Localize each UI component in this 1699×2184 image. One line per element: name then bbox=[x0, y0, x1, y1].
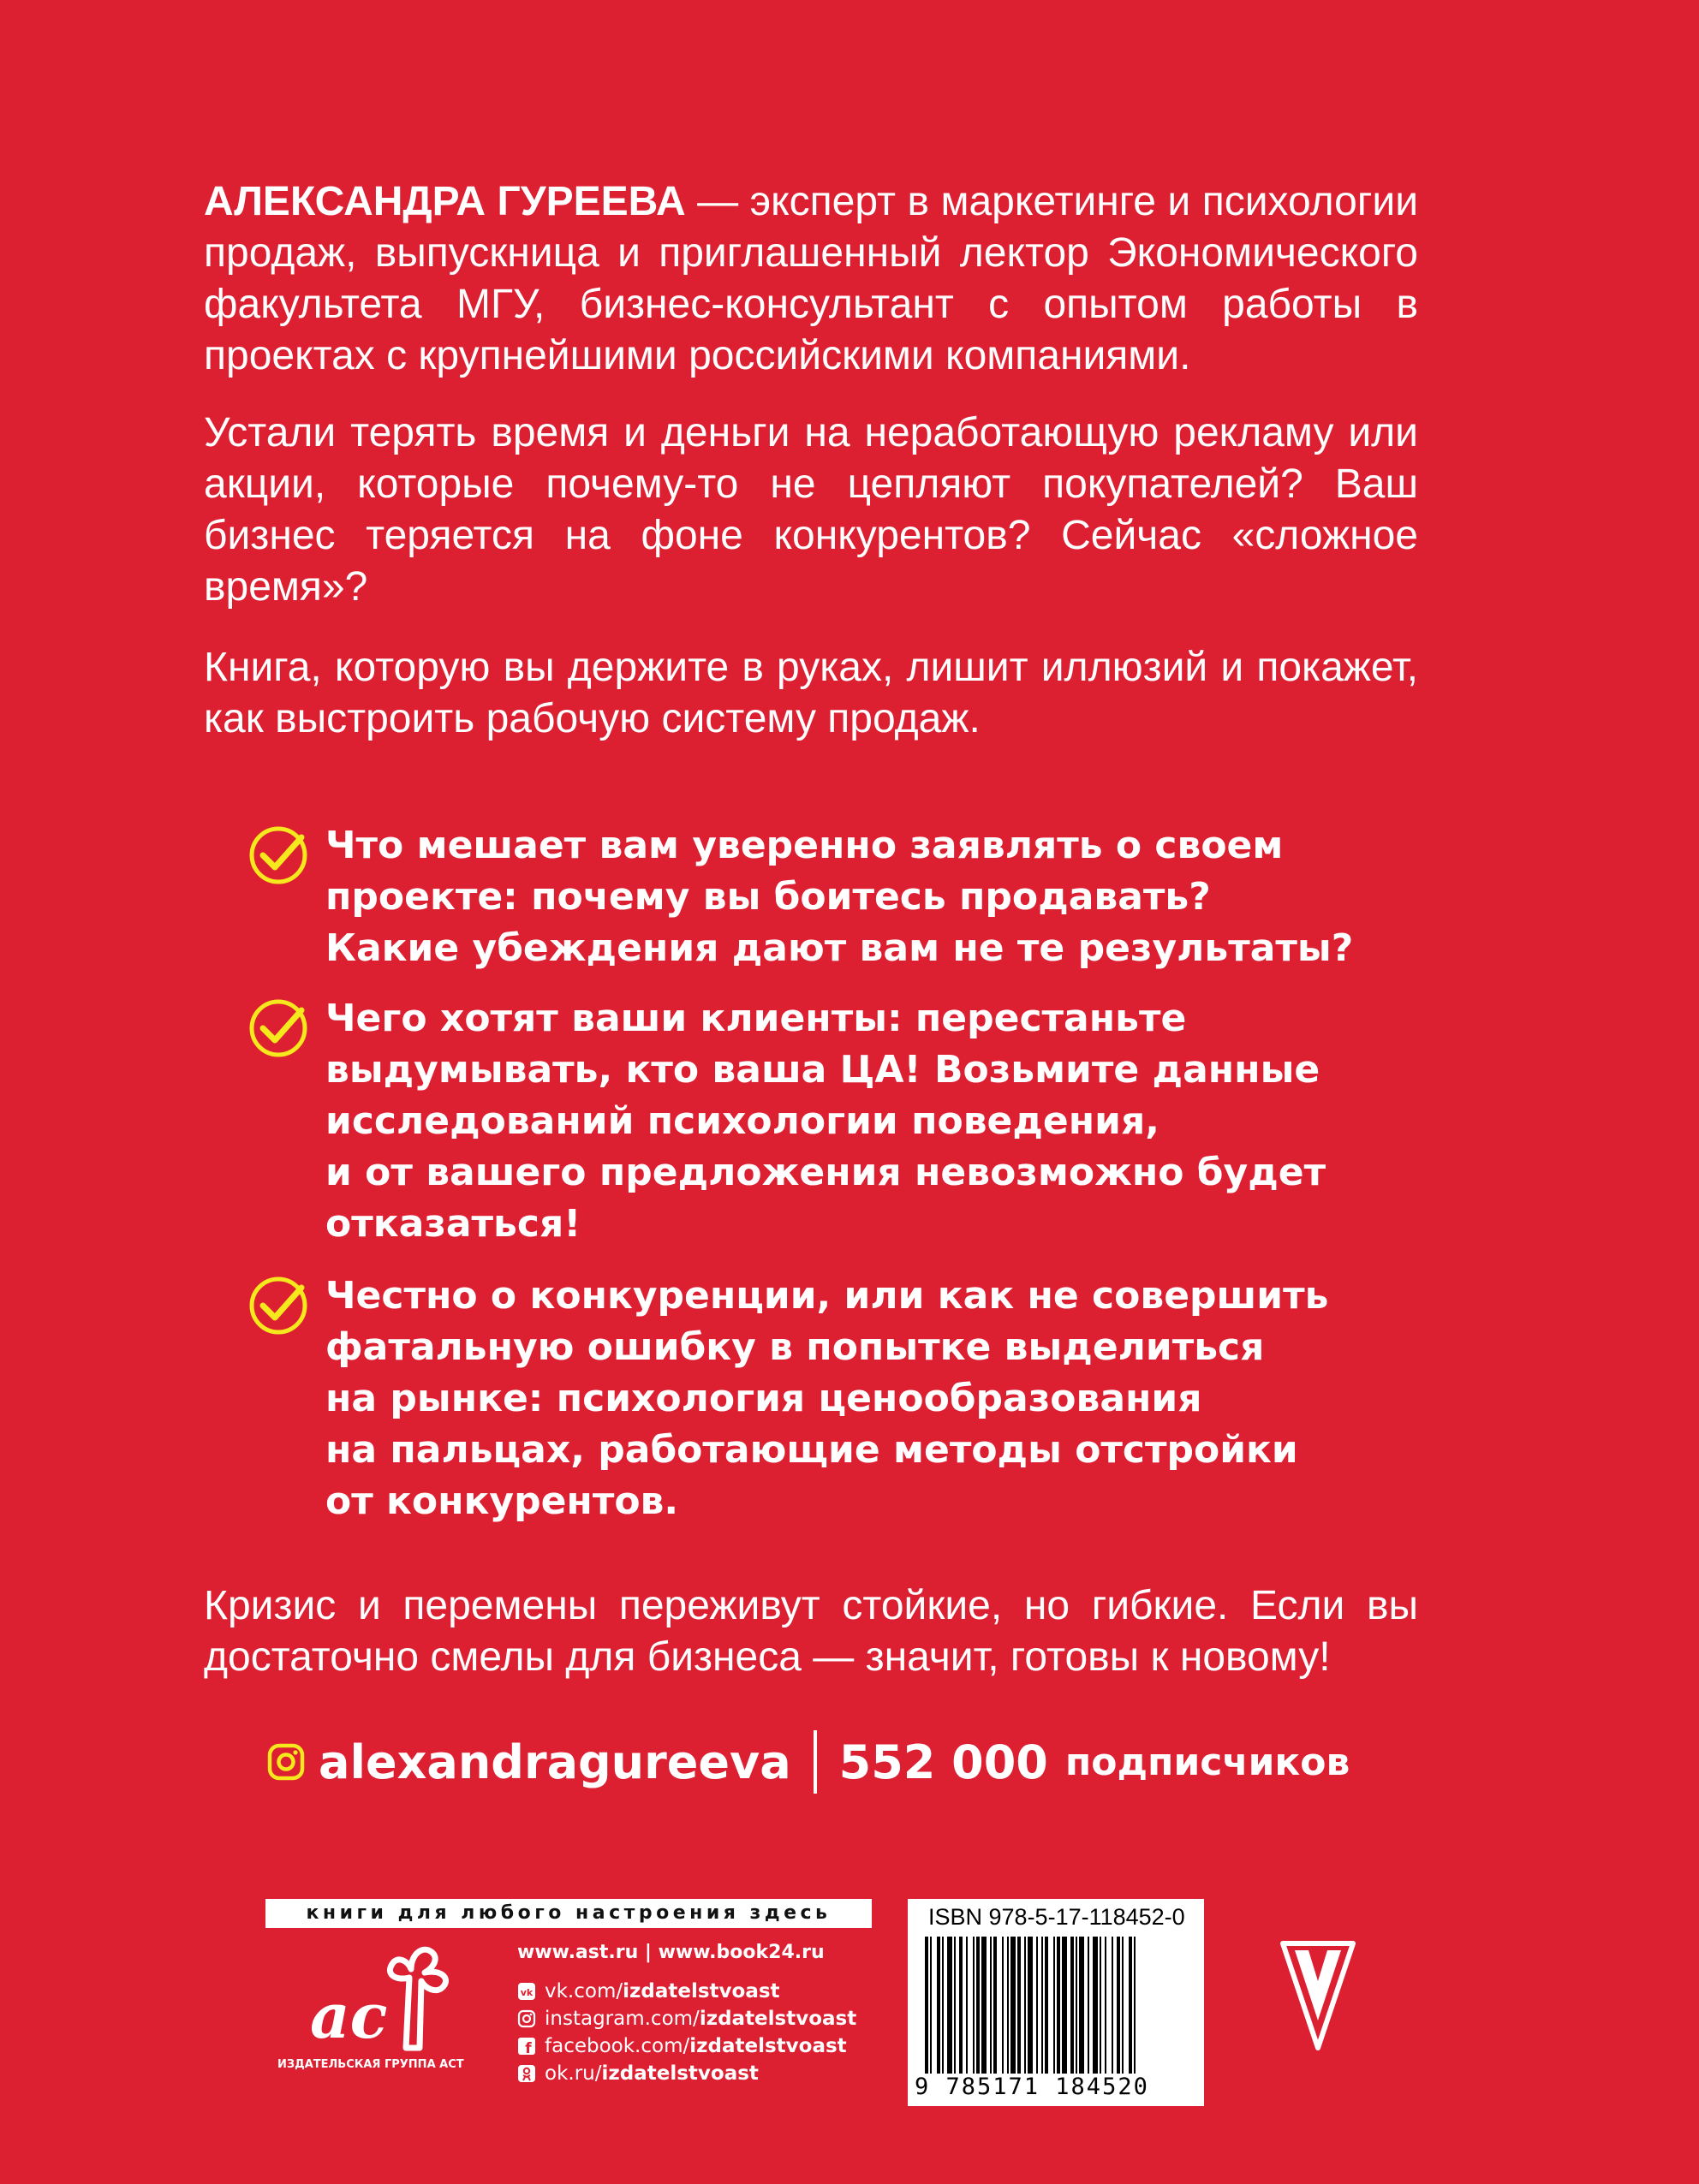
barcode-bar bbox=[947, 1937, 952, 2074]
bullet-item bbox=[248, 820, 1362, 974]
author-name: АЛЕКСАНДРА ГУРЕЕВА bbox=[204, 179, 686, 224]
publisher-social-links bbox=[517, 1978, 856, 2087]
instagram-icon bbox=[517, 2009, 536, 2028]
ok-icon bbox=[517, 2064, 536, 2083]
barcode-bar bbox=[1053, 1937, 1055, 2074]
closing-paragraph: Кризис и перемены переживут стойкие, но гибкие. Если вы достаточно смелы для бизнеса — значит, готовы к новому! bbox=[204, 1583, 1418, 1680]
barcode-bar bbox=[1112, 1937, 1113, 2074]
barcode-bar bbox=[1024, 1937, 1026, 2074]
barcode-bar bbox=[976, 1937, 980, 2074]
social-line bbox=[267, 1728, 1466, 1796]
barcode-bar bbox=[1002, 1937, 1004, 2074]
svg-text:f: f bbox=[525, 2040, 532, 2056]
isbn-text: ISBN 978-5-17-118452-0 bbox=[928, 1904, 1185, 1930]
barcode-bar bbox=[1062, 1937, 1067, 2074]
divider bbox=[814, 1730, 817, 1794]
publisher-sites[interactable]: www.ast.ru | www.book24.ru bbox=[517, 1942, 825, 1963]
check-circle-icon bbox=[248, 1276, 308, 1336]
barcode-bar bbox=[966, 1937, 968, 2074]
barcode-bar bbox=[954, 1937, 956, 2074]
instagram-handle[interactable]: alexandragureeva bbox=[319, 1735, 791, 1789]
follower-label: подписчиков bbox=[1064, 1740, 1350, 1784]
barcode-bar bbox=[1105, 1937, 1106, 2074]
barcode-bar bbox=[1007, 1937, 1009, 2074]
check-circle-icon bbox=[248, 825, 308, 885]
barcode-bar bbox=[925, 1937, 928, 2074]
svg-text:ас: ас bbox=[310, 1979, 388, 2052]
barcode-bar bbox=[1045, 1937, 1048, 2074]
barcode-bar bbox=[1041, 1937, 1043, 2074]
bullet-text: Честно о конкуренции, или как не совершить фатальную ошибку в попытке выделиться на рынке: психология ценообразования на пальцах, работающие методы отстройки от конкурентов. bbox=[325, 1274, 1329, 1523]
bullet-text: Что мешает вам уверенно заявлять о своем проекте: почему вы боитесь продавать? Какие убеждения дают вам не те результаты? bbox=[325, 824, 1354, 970]
barcode-bar bbox=[930, 1937, 932, 2074]
barcode-bar bbox=[1070, 1937, 1074, 2074]
isbn-barcode-box bbox=[908, 1899, 1204, 2106]
barcode-bar bbox=[1057, 1937, 1060, 2074]
barcode-bar bbox=[990, 1937, 992, 2074]
barcode-bar bbox=[1129, 1937, 1132, 2074]
barcode-bar bbox=[942, 1937, 944, 2074]
social-link-vk[interactable]: vk vk.com/ izdatelstvoast bbox=[517, 1978, 856, 2005]
facebook-icon bbox=[517, 2037, 536, 2056]
vk-icon bbox=[517, 1982, 536, 2001]
ast-logo-icon bbox=[303, 1943, 474, 2055]
author-intro-paragraph bbox=[204, 176, 1418, 382]
barcode-graphic bbox=[925, 1937, 1190, 2077]
barcode-bar bbox=[1093, 1937, 1098, 2074]
check-circle-icon bbox=[248, 998, 308, 1058]
barcode-bar bbox=[1134, 1937, 1136, 2074]
v-logo-icon bbox=[1279, 1937, 1356, 2053]
svg-text:vk: vk bbox=[520, 1987, 534, 1998]
barcode-bar bbox=[937, 1937, 940, 2074]
barcode-bar bbox=[1088, 1937, 1089, 2074]
bullet-item bbox=[248, 993, 1362, 1250]
barcode-bar bbox=[1100, 1937, 1101, 2074]
social-link-instagram[interactable]: instagram.com/ izdatelstvoast bbox=[517, 2005, 856, 2032]
problem-paragraph: Устали терять время и деньги на неработающую рекламу или акции, которые почему-то не цепляют покупателей? Ваш бизнес теряется на фоне конкурентов? Сейчас «сложное время»? bbox=[204, 410, 1418, 610]
instagram-icon bbox=[267, 1743, 305, 1781]
barcode-bar bbox=[1036, 1937, 1038, 2074]
tagline-bar: книги для любого настроения здесь bbox=[265, 1899, 872, 1928]
barcode-bar bbox=[1117, 1937, 1120, 2074]
barcode-bar bbox=[973, 1937, 975, 2074]
bullet-item bbox=[248, 1271, 1362, 1527]
barcode-bar bbox=[959, 1937, 963, 2074]
barcode-digits: 9 785171 184520 bbox=[915, 2074, 1149, 2100]
publisher-name: ИЗДАТЕЛЬСКАЯ ГРУППА АСТ bbox=[277, 2058, 464, 2071]
barcode-bar bbox=[1079, 1937, 1084, 2074]
bullet-text: Чего хотят ваши клиенты: перестаньте выдумывать, кто ваша ЦА! Возьмите данные исследований психологии поведения, и от вашего предложения невозможно будет отказаться! bbox=[325, 997, 1326, 1246]
author-bio: — эксперт в маркетинге и психологии продаж, выпускница и приглашенный лектор Экономического факультета МГУ, бизнес-консультант с опытом работы в проектах с крупнейшими российскими компаниями. bbox=[204, 179, 1419, 378]
follower-count: 552 000 bbox=[838, 1735, 1048, 1789]
barcode-bar bbox=[1010, 1937, 1016, 2074]
book-promise-paragraph: Книга, которую вы держите в руках, лишит иллюзий и покажет, как выстроить рабочую систему продаж. bbox=[204, 645, 1418, 741]
barcode-bar bbox=[1017, 1937, 1021, 2074]
social-link-facebook[interactable]: f facebook.com/ izdatelstvoast bbox=[517, 2032, 856, 2060]
social-link-ok[interactable]: ok.ru/ izdatelstvoast bbox=[517, 2060, 856, 2087]
barcode-bar bbox=[1122, 1937, 1124, 2074]
barcode-bar bbox=[1028, 1937, 1033, 2074]
barcode-bar bbox=[1076, 1937, 1077, 2074]
barcode-bar bbox=[981, 1937, 987, 2074]
barcode-bar bbox=[993, 1937, 997, 2074]
